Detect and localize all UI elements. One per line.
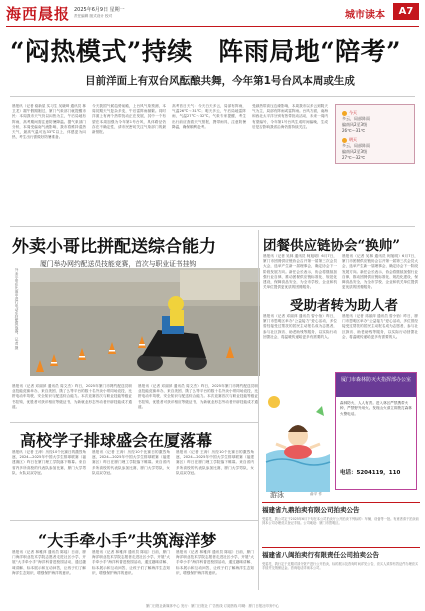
weather-today-desc: 多云，局部阵雨 <box>342 116 370 121</box>
weather-tomorrow-wind: 偏南风2至3级 <box>342 149 368 154</box>
lead-subhead: 目前洋面上有双台风酝酿共舞，今年第1号台风本周或生成 <box>85 75 355 87</box>
section-name: 城市读本 <box>345 10 385 21</box>
weather-tomorrow-label: 明天 <box>349 137 357 142</box>
story2-subhead: 厦门举办网约配送员技能竞赛，首次与职业证书挂钩 <box>40 260 197 268</box>
ad1-body: 受委托，我公司定于2025年6月下旬在本公司拍卖厅公开拍卖下列标的：车辆、设备等一批。有意者请于拍卖前到本公司办理竞买登记手续。公司地址：厦门市思明区。 <box>262 517 419 526</box>
ad2-title: 福建省八闽拍卖行有限责任公司拍卖公告 <box>262 551 379 559</box>
sun-cloud-icon <box>342 138 347 143</box>
page-footer: 厦门日报社新媒体中心 发行：厦门日报社 广告热线 订阅热线 印刷：厦门日报社印务中心 <box>145 604 280 608</box>
story6-body-cont: 晨报讯（记者 林雅萍 通讯员 陈瑶）日前，厦门海洋职业技术学院志愿者走进社区小学，开展“大手牵小手”海洋科普进校园活动，通过趣味讲解、标本展示和互动问答，让孩子们了解海洋生态知识，增强保护海洋的意识。 <box>92 550 170 575</box>
swimming-cartoon <box>262 392 332 500</box>
lead-divider <box>10 96 415 97</box>
lead-headline: “闷热模式”持续 阵雨局地“陪考” <box>10 37 402 66</box>
section-divider-3 <box>10 520 258 521</box>
ad2-rule <box>262 547 420 548</box>
story5-body-cont2: 晨报讯（记者 王涛）历经10个比赛日的激烈角逐，2024—2025年中国大学生排球联赛（福建赛区）昨日在厦门理工学院落下帷幕。来自省内多所高校的代表队参加比赛，厦门大学男队、女队双双夺冠。 <box>176 450 254 475</box>
weather-tomorrow-desc: 多云，局部阵雨 <box>342 143 370 148</box>
sun-cloud-icon <box>342 111 347 116</box>
masthead <box>0 0 425 30</box>
newspaper-logo: 海西晨报 <box>6 5 71 23</box>
story3-body-cont: 晨报讯（记者 吴林 通讯员 柯旭明）6月7日，厦门市团餐供应链协会召开第一届第三次会员大会，选举产生新一届理事会，确定协会下一阶段发展方向。新任会长表示，协会将继续加强行业自律，推动团餐供应链标准化、规范化建设，保障食品安全，为全市学校、企业和机关单位提供更优质的团餐服务。 <box>342 254 418 290</box>
story4-body-cont: 晨报讯（记者 邓丽萍 通讯员 曾小怡）昨日，厦门市思明区举办“公益接力”爱心活动，多位曾经接受过帮扶的居民主动报名成为志愿者，参与社区探访、助老助残等服务，以实际行动回馈社会，将温暖传递给更多有需要的人。 <box>342 314 418 339</box>
ad2-body: 受委托，我行定于近期对部分资产进行公开拍卖，标的展示及咨询时间详见公告，竞买人须持有效证件办理竞买手续并交纳保证金。咨询电话详询本公司。 <box>262 562 419 571</box>
weather-today-temp: 26℃～31℃ <box>342 128 366 133</box>
story5-body: 晨报讯（记者 王涛）历经10个比赛日的激烈角逐，2024—2025年中国大学生排球联赛（福建赛区）昨日在厦门理工学院落下帷幕。来自省内多所高校的代表队参加比赛，厦门大学男队、女队双双夺冠。 <box>12 450 86 475</box>
notice-body: 森林防火，人人有责。进入林区严禁携带火种，严禁野外用火。发现山火请立即拨打森林火警电话。 <box>340 401 412 416</box>
notice-heading: 厦门市森林防灭火指挥部办公室 <box>336 373 416 397</box>
ad1-rule <box>262 502 420 503</box>
story2-body: 晨报讯（记者 邓丽萍 通讯员 周文杰）昨日，2025年厦门市网约配送员职业技能竞赛举办，来自美团、饿了么等平台的数十名外卖小哥同场竞技，比拼电动车驾驶、安全知识与配送综合能力。本次竞赛首次与职业技能等级证书挂钩，优胜者可获评相应等级证书，为新就业形态劳动者开辟技能成才通道。 <box>12 384 132 409</box>
story3-body: 晨报讯（记者 吴林 通讯员 柯旭明）6月7日，厦门市团餐供应链协会召开第一届第三次会员大会，选举产生新一届理事会，确定协会下一阶段发展方向。新任会长表示，协会将继续加强行业自律，推动团餐供应链标准化、规范化建设，保障食品安全，为全市学校、企业和机关单位提供更优质的团餐服务。 <box>263 254 337 290</box>
weather-forecast-box <box>335 104 415 164</box>
weather-today <box>342 110 357 116</box>
fire-prevention-notice <box>335 372 417 490</box>
lead-body-col4: 受副热带高压边缘影响，本周我市以多云到阴天气为主，局部有阵雨或雷阵雨。台风方面，南海和西北太平洋分别有热带扰动活动，未来一周内有望编号，今年第1号台风生成时间偏晚，生成后是否影响我省沿海仍需持续关注。 <box>252 104 328 129</box>
notice-phone: 电话：5204119，110 <box>340 470 401 476</box>
story5-headline: 高校学子排球盛会在厦落幕 <box>20 431 213 450</box>
story3-headline: 团餐供应链协会“换帅” <box>263 238 401 254</box>
lead-body-col1: 晨报讯（记者 骆新星 实习生 吴晓琦 通讯员 林卫龙）端午假期刚过，厦门气象部门就提醒市民：本周我市天气仍以闷热为主，午后局地有阵雨，高考期间需注意防暑降温。据气象部门分析，本周受偏南气流影响，我市将维持湿热天气，最高气温可达33℃以上，体感更为闷热，考生出行需做好防暑准备。 <box>12 104 86 140</box>
section-divider <box>10 226 415 227</box>
weather-today-wind: 偏南风2至3级 <box>342 122 368 127</box>
weather-tomorrow <box>342 137 357 143</box>
weather-today-label: 今天 <box>349 110 357 115</box>
section-divider-2 <box>10 422 258 423</box>
weather-tomorrow-temp: 27℃～32℃ <box>342 155 366 160</box>
cartoon-title: 游泳 <box>270 491 284 499</box>
masthead-rule <box>6 26 419 27</box>
photo-caption: 外卖小哥在比赛中进行电动车技能挑战赛。 记者 摄 <box>15 268 19 350</box>
story6-body: 晨报讯（记者 林雅萍 通讯员 陈瑶）日前，厦门海洋职业技术学院志愿者走进社区小学，开展“大手牵小手”海洋科普进校园活动，通过趣味讲解、标本展示和互动问答，让孩子们了解海洋生态知识，增强保护海洋的意识。 <box>12 550 86 575</box>
story6-headline: “大手牵小手”共筑海洋梦 <box>38 531 217 550</box>
lead-body-col3: 高考首日天气：今天白天多云，局部有阵雨，气温26℃～31℃；明天多云，午后局地雷阵雨，气温27℃～32℃。气象专家提醒，考生出行前应查看天气预报，携带雨具，注意防暑降温，确保顺利赴考。 <box>172 104 246 129</box>
story4-headline: 受助者转为助人者 <box>290 298 398 314</box>
cartoon-author: 俞平 作 <box>310 492 322 496</box>
story2-headline: 外卖小哥比拼配送综合能力 <box>12 237 216 257</box>
page-number: A7 <box>393 3 419 20</box>
story4-body: 晨报讯（记者 邓丽萍 通讯员 曾小怡）昨日，厦门市思明区举办“公益接力”爱心活动，多位曾经接受过帮扶的居民主动报名成为志愿者，参与社区探访、助老助残等服务，以实际行动回馈社会，将温暖传递给更多有需要的人。 <box>263 314 337 339</box>
ad1-title: 福建省九鼎拍卖有限公司拍卖公告 <box>262 506 360 514</box>
story2-body-cont: 晨报讯（记者 邓丽萍 通讯员 周文杰）昨日，2025年厦门市网约配送员职业技能竞赛举办，来自美团、饿了么等平台的数十名外卖小哥同场竞技，比拼电动车驾驶、安全知识与配送综合能力。本次竞赛首次与职业技能等级证书挂钩，优胜者可获评相应等级证书，为新就业形态劳动者开辟技能成才通道。 <box>138 384 258 409</box>
story6-body-cont2: 晨报讯（记者 林雅萍 通讯员 陈瑶）日前，厦门海洋职业技术学院志愿者走进社区小学，开展“大手牵小手”海洋科普进校园活动，通过趣味讲解、标本展示和互动问答，让孩子们了解海洋生态知识，增强保护海洋的意识。 <box>176 550 254 575</box>
editor-credits: 责任编辑 版式设计 校对 <box>74 14 113 18</box>
story5-body-cont: 晨报讯（记者 王涛）历经10个比赛日的激烈角逐，2024—2025年中国大学生排球联赛（福建赛区）昨日在厦门理工学院落下帷幕。来自省内多所高校的代表队参加比赛，厦门大学男队、女队双双夺冠。 <box>92 450 170 475</box>
delivery-rider-photo <box>30 268 260 376</box>
lead-body-col2: 今天我国气候趋势前瞻，上台风气象预测，本周初期天气复杂多变，午后雷阵雨频繁。同时洋面上有两个热带扰动正在发展，其中一个有望在本周加强为今年第1号台风，具体路径仍存在不确定性，请市民密切关注气象部门的最新预报。 <box>92 104 166 135</box>
dateline: 2025年6月9日 星期一 <box>74 7 125 13</box>
